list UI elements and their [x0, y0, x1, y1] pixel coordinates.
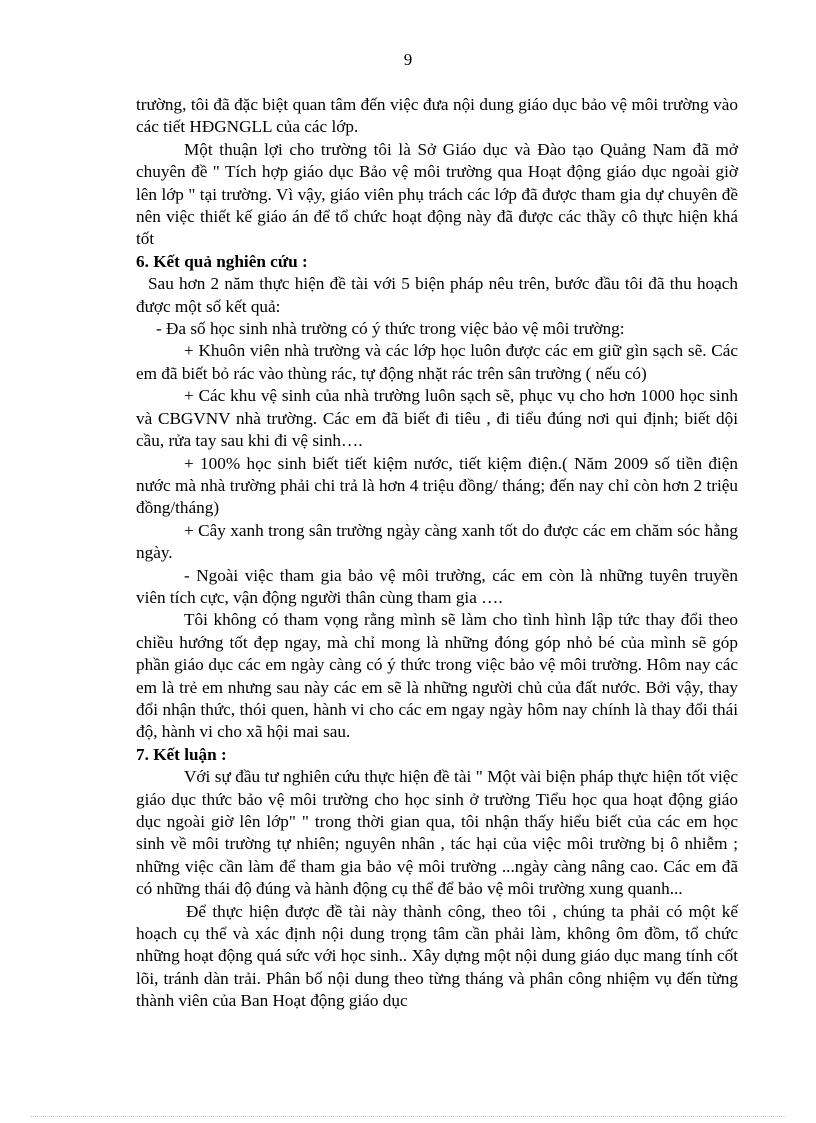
body-paragraph: - Đa số học sinh nhà trường có ý thức trong việc bảo vệ môi trường:: [156, 319, 625, 339]
body-paragraph: - Ngoài việc tham gia bảo vệ môi trường, các em còn là những tuyên truyền viên tích cực, vận động người thân cùng tham gia ….: [136, 565, 738, 607]
body-paragraph: Với sự đầu tư nghiên cứu thực hiện đề tài " Một vài biện pháp thực hiện tốt việc giáo dục thức bảo vệ môi trường cho học sinh ở trường Tiểu học qua hoạt động giáo dục ngoài giờ lên lớp" " trong thời gian qua, tôi nhận thấy hiểu biết của các em học sinh về môi trường tự nhiên; nguyên nhân , tác hại của việc môi trường bị ô nhiễm ; những việc cần làm để tham gia bảo vệ môi trường ...ngày càng nâng cao. Các em đã có những thái độ đúng và hành động cụ thể để bảo vệ môi trường xung quanh...: [136, 767, 738, 899]
section-heading: 6. Kết quả nghiên cứu :: [136, 251, 308, 271]
body-paragraph: + Khuôn viên nhà trường và các lớp học luôn được các em giữ gìn sạch sẽ. Các em đã biết bỏ rác vào thùng rác, tự động nhặt rác trên sân trường ( nếu có): [136, 341, 738, 383]
section-heading: 7. Kết luận :: [136, 744, 227, 764]
body-paragraph: Một thuận lợi cho trường tôi là Sở Giáo dục và Đào tạo Quảng Nam đã mở chuyên đề " Tích hợp giáo dục Bảo vệ môi trường qua Hoạt động giáo dục ngoài giờ lên lớp " tại trường. Vì vậy, giáo viên phụ trách các lớp đã được tham gia dự chuyên đề nên việc thiết kế giáo án để tổ chức hoạt động này đã được các thầy cô thực hiện khá tốt: [136, 139, 738, 249]
page-number: 9: [403, 50, 413, 69]
body-paragraph: trường, tôi đã đặc biệt quan tâm đến việc đưa nội dung giáo dục bảo vệ môi trường vào các tiết HĐGNGLL của các lớp.: [136, 95, 738, 137]
document-body: [136, 94, 738, 1013]
body-paragraph: Tôi không có tham vọng rằng mình sẽ làm cho tình hình lập tức thay đổi theo chiều hướng tốt đẹp ngay, mà chỉ mong là những đóng góp nhỏ bé của mình sẽ góp phần giáo dục các em ngày càng có ý thức trong việc bảo vệ môi trường. Hôm nay các em là trẻ em nhưng sau này các em sẽ là những người chủ của đất nước. Bởi vậy, thay đổi nhận thức, thói quen, hành vi cho các em ngay ngày hôm nay chính là thay đổi thái độ, hành vi cho xã hội mai sau.: [136, 610, 738, 742]
body-paragraph: Sau hơn 2 năm thực hiện đề tài với 5 biện pháp nêu trên, bước đầu tôi đã thu hoạch được một số kết quả:: [136, 274, 738, 316]
body-paragraph: + Cây xanh trong sân trường ngày càng xanh tốt do được các em chăm sóc hằng ngày.: [136, 520, 738, 563]
body-paragraph: + 100% học sinh biết tiết kiệm nước, tiết kiệm điện.( Năm 2009 số tiền điện nước mà nhà trường phải chi trả là hơn 4 triệu đồng/ tháng; đến nay chỉ còn hơn 2 triệu đồng/tháng): [136, 453, 738, 518]
body-paragraph: + Các khu vệ sinh của nhà trường luôn sạch sẽ, phục vụ cho hơn 1000 học sinh và CBGVNV nhà trường. Các em đã biết đi tiêu , đi tiểu đúng nơi qui định; biết dội cầu, rửa tay sau khi đi vệ sinh….: [136, 386, 738, 451]
body-paragraph: Để thực hiện được đề tài này thành công, theo tôi , chúng ta phải có một kế hoạch cụ thể và xác định nội dung trọng tâm cần phải làm, không ôm đồm, tổ chức những hoạt động quá sức với học sinh.. Xây dựng một nội dung giáo dục mang tính cốt lõi, tránh dàn trải. Phân bố nội dung theo từng tháng và phân công nhiệm vụ đến từng thành viên của Ban Hoạt động giáo dục: [136, 901, 738, 1011]
page-footer-rule: [30, 1116, 786, 1117]
